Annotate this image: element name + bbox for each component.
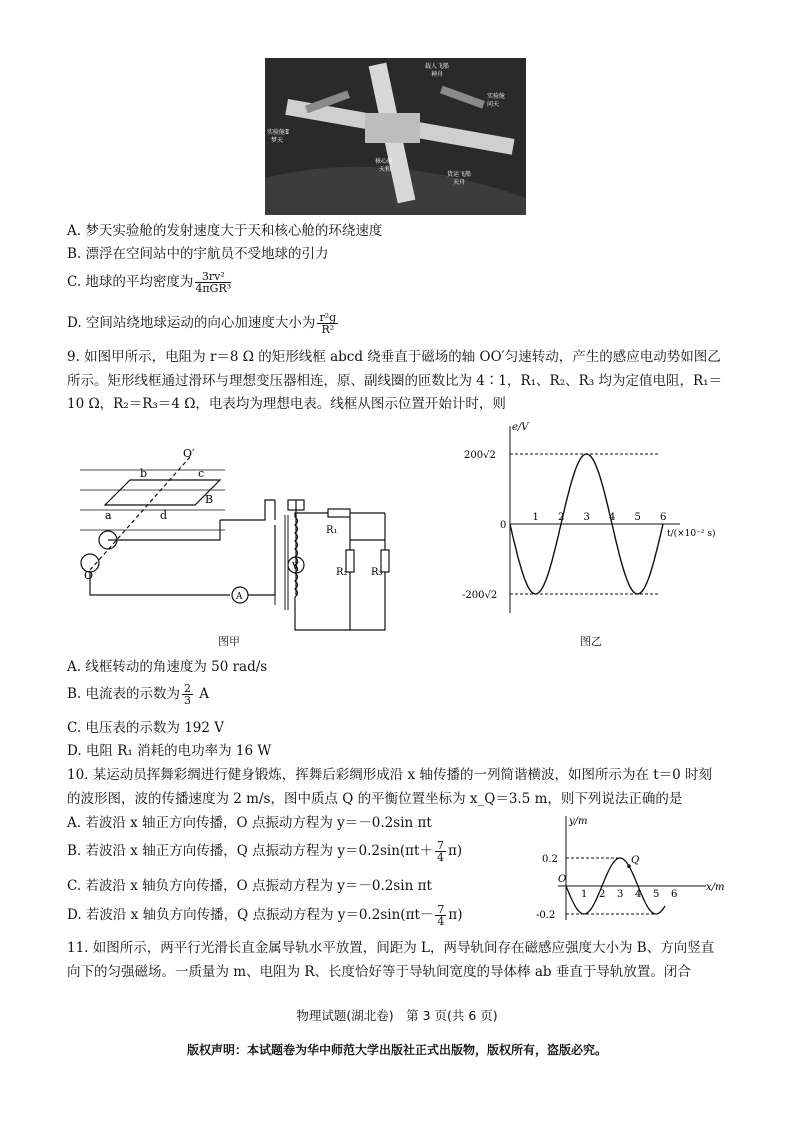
svg-text:核心舱: 核心舱 <box>375 158 394 165</box>
x-tick-2: 2 <box>599 889 606 900</box>
x-tick-5: 5 <box>634 512 641 523</box>
svg-text:梦天: 梦天 <box>271 137 284 144</box>
q8-option-b: B. 漂浮在空间站中的宇航员不受地球的引力 <box>67 246 329 262</box>
x-tick-1: 1 <box>581 889 588 900</box>
svg-text:d: d <box>160 509 168 522</box>
q9-option-b: B. 电流表的示数为 $\frac{2}{3}$ A <box>67 682 210 707</box>
svg-text:R₁: R₁ <box>326 525 338 536</box>
fig-a-caption: 图甲 <box>218 635 240 648</box>
fig-b-caption: 图乙 <box>580 635 602 648</box>
wave-chart <box>530 812 730 924</box>
y-tick-min: -0.2 <box>536 910 556 921</box>
q9-option-a: A. 线框转动的角速度为 50 rad/s <box>67 659 268 675</box>
svg-text:天舟: 天舟 <box>453 179 466 186</box>
svg-text:R₃: R₃ <box>371 567 383 578</box>
svg-text:载人飞船: 载人飞船 <box>425 63 450 70</box>
q8-option-d: D. 空间站绕地球运动的向心加速度大小为 $\frac{\text{r²g}}{\text{R²}}$ <box>67 311 337 336</box>
q10-option-a: A. 若波沿 x 轴正方向传播，O 点振动方程为 y＝－0.2sin πt <box>67 815 432 831</box>
q11-stem-line2: 向下的匀强磁场。一质量为 m、电阻为 R、长度恰好等于导轨间宽度的导体棒 ab 垂直于导轨放置。闭合 <box>67 964 691 980</box>
q9-option-c: C. 电压表的示数为 192 V <box>67 720 225 736</box>
emf-chart <box>462 418 716 628</box>
x-tick-4: 4 <box>635 889 642 900</box>
svg-text:B: B <box>205 493 214 506</box>
svg-text:O: O <box>84 569 94 582</box>
x-tick-4: 4 <box>609 512 616 523</box>
svg-text:问天: 问天 <box>487 101 500 108</box>
svg-text:b: b <box>140 467 148 480</box>
x-tick-3: 3 <box>583 512 590 523</box>
space-station-illustration <box>265 58 526 215</box>
circuit-diagram <box>60 445 420 655</box>
svg-text:a: a <box>105 509 112 522</box>
svg-text:天和: 天和 <box>379 166 392 173</box>
svg-text:A: A <box>236 592 243 602</box>
x-axis-label: x/m <box>706 882 725 893</box>
y-tick-min: -200√2 <box>462 590 498 601</box>
q11-stem-line1: 11. 如图所示，两平行光滑长直金属导轨水平放置，间距为 L，两导轨间存在磁感应强度大小为 B、方向竖直 <box>67 940 715 956</box>
q9-option-d: D. 电阻 R₁ 消耗的电功率为 16 W <box>67 743 272 759</box>
x-tick-1: 1 <box>532 512 539 523</box>
q8-option-c: C. 地球的平均密度为 $\frac{\text{3rv²}}{\text{4πGR³}}$ <box>67 270 232 295</box>
space-station-photo <box>265 58 526 215</box>
svg-text:c: c <box>198 467 205 480</box>
origin-tick: 0 <box>500 520 507 531</box>
x-tick-5: 5 <box>653 889 660 900</box>
x-tick-2: 2 <box>558 512 565 523</box>
q10-stem-line1: 10. 某运动员挥舞彩绸进行健身锻炼，挥舞后彩绸形成沿 x 轴传播的一列简谐横波，如图所示为在 t＝0 时刻 <box>67 767 713 783</box>
svg-text:R₂: R₂ <box>336 567 348 578</box>
y-axis-label: e/V <box>512 422 529 433</box>
x-axis-label: t/(×10⁻² s) <box>667 529 716 539</box>
q10-option-c: C. 若波沿 x 轴负方向传播，O 点振动方程为 y＝－0.2sin πt <box>67 878 432 894</box>
origin-label: O <box>558 874 567 885</box>
q10-stem-line2: 的波形图，波的传播速度为 2 m/s，图中质点 Q 的平衡位置坐标为 x_Q＝3.5 m，则下列说法正确的是 <box>67 791 683 807</box>
svg-text:V: V <box>292 562 299 572</box>
q9-stem-line1: 9. 如图甲所示，电阻为 r＝8 Ω 的矩形线框 abcd 绕垂直于磁场的轴 OO′匀速转动，产生的感应电动势如图乙 <box>67 349 721 365</box>
q10-option-d: D. 若波沿 x 轴负方向传播，Q 点振动方程为 y＝0.2sin(πt－ $\frac{7}{4}$ π) <box>67 903 463 928</box>
q10-option-b: B. 若波沿 x 轴正方向传播，Q 点振动方程为 y＝0.2sin(πt＋ $\frac{7}{4}$ π) <box>67 839 463 864</box>
svg-text:O′: O′ <box>183 447 195 460</box>
svg-text:神舟: 神舟 <box>431 71 444 78</box>
y-tick-max: 0.2 <box>542 854 558 865</box>
q9-stem-line3: 10 Ω，R₂＝R₃＝4 Ω，电表均为理想电表。线框从图示位置开始计时，则 <box>67 396 506 412</box>
svg-text:货运飞船: 货运飞船 <box>447 171 472 178</box>
page-footer: 物理试题(湖北卷) 第 3 页(共 6 页) <box>296 1008 498 1023</box>
svg-text:实验舱Ⅱ: 实验舱Ⅱ <box>267 129 290 136</box>
svg-text:实验舱: 实验舱 <box>487 93 506 100</box>
q9-stem-line2: 所示。矩形线框通过滑环与理想变压器相连，原、副线圈的匝数比为 4∶1，R₁、R₂、R₃ 均为定值电阻，R₁＝ <box>67 373 723 389</box>
x-tick-6: 6 <box>660 512 667 523</box>
y-axis-label: y/m <box>569 816 588 827</box>
point-q-label: Q <box>631 855 640 867</box>
q8-option-a: A. 梦天实验舱的发射速度大于天和核心舱的环绕速度 <box>67 223 383 239</box>
copyright-notice: 版权声明：本试题卷为华中师范大学出版社正式出版物，版权所有，盗版必究。 <box>186 1043 607 1057</box>
x-tick-6: 6 <box>671 889 678 900</box>
y-tick-max: 200√2 <box>464 450 496 461</box>
x-tick-3: 3 <box>617 889 624 900</box>
